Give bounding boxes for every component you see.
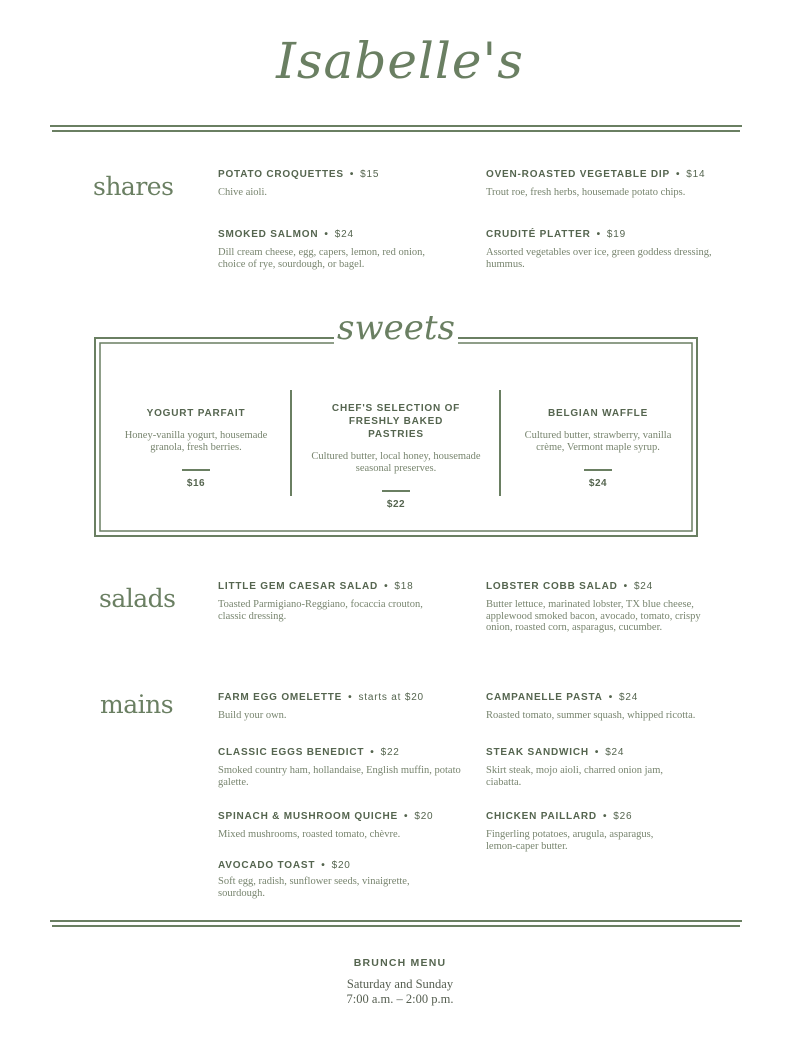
item-name-line [218,691,478,704]
item-name-line [486,691,736,704]
restaurant-logo: Isabelle's [276,32,524,90]
item-description: Chive aioli. [218,187,267,198]
item-name: SPINACH & MUSHROOM QUICHE [218,811,399,822]
item-price: $14 [686,169,706,180]
item-price: $22 [386,499,406,510]
menu-item [486,810,681,852]
item-description: Honey-vanilla yogurt, housemade granola, fresh berries. [124,430,268,453]
item-name-line [218,580,448,593]
menu-item [486,691,736,722]
separator-dot: • [596,229,601,240]
sweet-item [311,402,481,510]
separator-dot: • [602,811,608,822]
menu-item [486,168,736,199]
price-divider [584,469,612,471]
separator-dot: • [348,692,353,703]
item-price: $22 [380,747,400,758]
menu-item [486,228,736,270]
item-description: Dill cream cheese, egg, capers, lemon, red onion, choice of rye, sourdough, or bagel. [218,247,426,270]
item-name-line [486,228,736,241]
item-price: $24 [605,747,625,758]
item-name: FARM EGG OMELETTE [218,692,343,703]
menu-item [218,580,448,622]
item-name-line [218,810,478,823]
service-days: Saturday and Sunday [346,977,454,991]
item-description: Butter lettuce, marinated lobster, TX blue cheese, applewood smoked bacon, avocado, tomato, crispy onion, roasted corn, asparagus, cucumber. [486,599,701,633]
separator-dot: • [594,747,600,758]
column-divider [290,390,292,496]
item-price: $19 [606,229,626,240]
item-name: LITTLE GEM CAESAR SALAD [218,581,379,592]
item-price: $24 [334,229,354,240]
menu-item [218,810,478,841]
menu-item [218,746,468,788]
header-divider [52,130,740,132]
item-price: $15 [360,169,380,180]
section-title-salads: salads [99,584,176,613]
separator-dot: • [370,747,375,758]
price-divider [382,490,410,492]
separator-dot: • [404,811,409,822]
item-description: Soft egg, radish, sunflower seeds, vinaigrette, sourdough. [218,876,410,899]
item-price: $24 [588,478,608,489]
separator-dot: • [321,860,326,871]
price-divider [182,469,210,471]
item-name-line [486,168,736,181]
separator-dot: • [608,692,613,703]
item-description: Mixed mushrooms, roasted tomato, chèvre. [218,829,401,840]
item-name-line [486,746,691,759]
footer-divider [52,925,740,927]
sweet-item [513,407,683,489]
item-name-line [218,228,453,241]
item-description: Assorted vegetables over ice, green goddess dressing, hummus. [486,247,712,270]
section-title-sweets: sweets [334,308,458,348]
item-description: Fingerling potatoes, arugula, asparagus, lemon-caper butter. [486,829,654,852]
item-name: BELGIAN WAFFLE [547,408,649,419]
menu-item [486,746,691,788]
item-description: Cultured butter, strawberry, vanilla crème, Vermont maple syrup. [524,430,672,453]
menu-type-title: BRUNCH MENU [353,957,447,969]
item-name: LOBSTER COBB SALAD [486,581,618,592]
item-name-line [218,746,468,759]
item-price: $20 [331,860,351,871]
item-name: CAMPANELLE PASTA [486,692,603,703]
item-price: $16 [186,478,206,489]
item-price: $20 [414,811,434,822]
item-price: $24 [619,692,639,703]
item-description: Trout roe, fresh herbs, housemade potato chips. [486,187,686,198]
separator-dot: • [384,581,389,592]
item-price: $24 [633,581,654,592]
menu-item [218,168,478,199]
section-title-shares: shares [93,172,174,201]
item-name: STEAK SANDWICH [486,747,589,758]
separator-dot: • [675,169,681,180]
item-name: POTATO CROQUETTES [218,169,344,180]
item-name-line [486,580,716,593]
item-name: YOGURT PARFAIT [146,408,246,419]
separator-dot: • [324,229,329,240]
sweet-item [111,407,281,489]
separator-dot: • [623,581,628,592]
item-price: starts at $20 [358,692,424,703]
footer-divider [50,920,742,922]
item-name-line [218,168,478,181]
item-name: CHICKEN PAILLARD [486,811,597,822]
item-price: $18 [394,581,414,592]
separator-dot: • [349,169,355,180]
menu-item [218,691,478,722]
item-description: Toasted Parmigiano-Reggiano, focaccia crouton, classic dressing. [218,599,423,622]
column-divider [499,390,501,496]
menu-item [218,228,453,270]
item-name: SMOKED SALMON [218,229,319,240]
item-description: Skirt steak, mojo aioli, charred onion jam, ciabatta. [486,765,664,788]
header-divider [50,125,742,127]
item-name: OVEN-ROASTED VEGETABLE DIP [486,169,670,180]
item-name-line [218,859,433,872]
menu-item [486,580,716,634]
service-hours: 7:00 a.m. – 2:00 p.m. [346,992,454,1006]
item-price: $26 [613,811,633,822]
item-description: Roasted tomato, summer squash, whipped ricotta. [486,710,696,721]
item-name-line [486,810,681,823]
item-name: AVOCADO TOAST [218,860,316,871]
item-name: CHEF'S SELECTION OF FRESHLY BAKED PASTRIES [331,403,461,440]
item-description: Cultured butter, local honey, housemade seasonal preserves. [311,451,481,474]
item-name: CRUDITÉ PLATTER [486,229,591,240]
item-name: CLASSIC EGGS BENEDICT [218,747,365,758]
section-title-mains: mains [100,690,174,719]
menu-item [218,859,433,899]
item-description: Smoked country ham, hollandaise, English muffin, potato galette. [218,765,461,788]
item-description: Build your own. [218,710,287,721]
